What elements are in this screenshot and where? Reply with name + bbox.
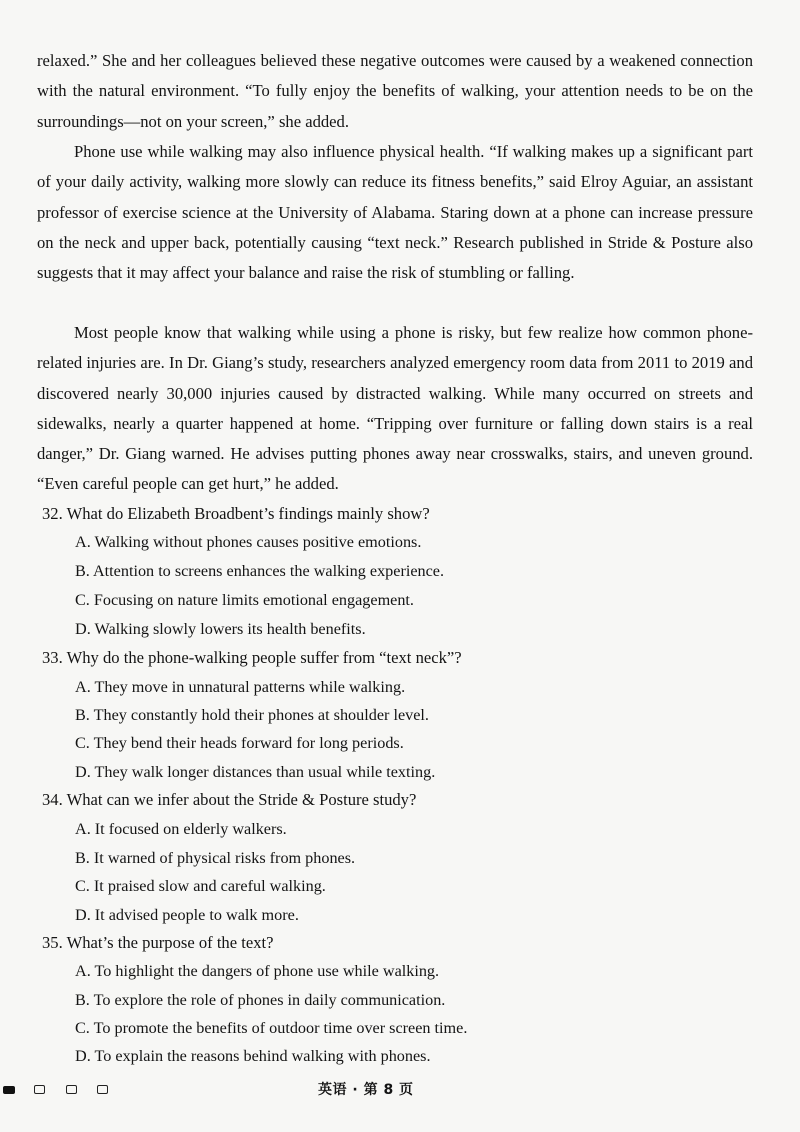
option-a: A. To highlight the dangers of phone use while walking.	[75, 962, 440, 980]
option-b: B. To explore the role of phones in daily communication.	[75, 991, 446, 1009]
option-d: D. Walking slowly lowers its health benefits.	[75, 620, 366, 638]
option-a: A. Walking without phones causes positive emotions.	[75, 533, 422, 551]
option-c: C. To promote the benefits of outdoor time over screen time.	[75, 1019, 468, 1037]
option-c: C. Focusing on nature limits emotional engagement.	[75, 591, 414, 609]
question-stem: 33. Why do the phone-walking people suffer from “text neck”?	[42, 648, 462, 667]
option-a: A. It focused on elderly walkers.	[75, 820, 287, 838]
option-c: C. It praised slow and careful walking.	[75, 877, 326, 895]
passage-paragraph-2: Phone use while walking may also influence physical health. “If walking makes up a significant part of your daily activity, walking more slowly can reduce its fitness benefits,” said Elroy Aguiar, an assistant professor of exercise science at the University of Alabama. Staring down at a phone can increase pressure on the neck and upper back, potentially causing “text neck.” Research published in Stride & Posture also suggests that it may affect your balance and raise the risk of stumbling or falling.	[37, 142, 753, 283]
passage-paragraph-3: Most people know that walking while using a phone is risky, but few realize how common phone-related injuries are. In Dr. Giang’s study, researchers analyzed emergency room data from 2011 to 2019 and discovered nearly 30,000 injuries caused by distracted walking. While many occurred on streets and sidewalks, nearly a quarter happened at home. “Tripping over furniture or falling down stairs is a real danger,” Dr. Giang warned. He advises putting phones away near crosswalks, stairs, and uneven ground. “Even careful people can get hurt,” he added.	[37, 323, 753, 494]
option-b: B. They constantly hold their phones at shoulder level.	[75, 706, 429, 724]
marker-filled-square	[3, 1086, 15, 1094]
option-a: A. They move in unnatural patterns while walking.	[75, 678, 406, 696]
option-d: D. It advised people to walk more.	[75, 906, 299, 924]
page-number-label: 英语 · 第 8 页	[318, 1082, 414, 1098]
option-d: D. To explain the reasons behind walking with phones.	[75, 1047, 431, 1065]
option-d: D. They walk longer distances than usual while texting.	[75, 763, 436, 781]
question-stem: 35. What’s the purpose of the text?	[42, 933, 274, 952]
marker-square	[34, 1085, 45, 1094]
passage-paragraph-1: relaxed.” She and her colleagues believed these negative outcomes were caused by a weakened connection with the natural environment. “To fully enjoy the benefits of walking, your attention needs to be on the surroundings—not on your screen,” she added.	[37, 51, 753, 131]
question-stem: 34. What can we infer about the Stride & Posture study?	[42, 790, 417, 809]
marker-square	[66, 1085, 77, 1094]
marker-square	[97, 1085, 108, 1094]
page-footer	[0, 1075, 800, 1105]
question-stem: 32. What do Elizabeth Broadbent’s findings mainly show?	[42, 504, 430, 523]
option-b: B. It warned of physical risks from phones.	[75, 849, 356, 867]
option-c: C. They bend their heads forward for long periods.	[75, 734, 404, 752]
option-b: B. Attention to screens enhances the walking experience.	[75, 562, 445, 580]
